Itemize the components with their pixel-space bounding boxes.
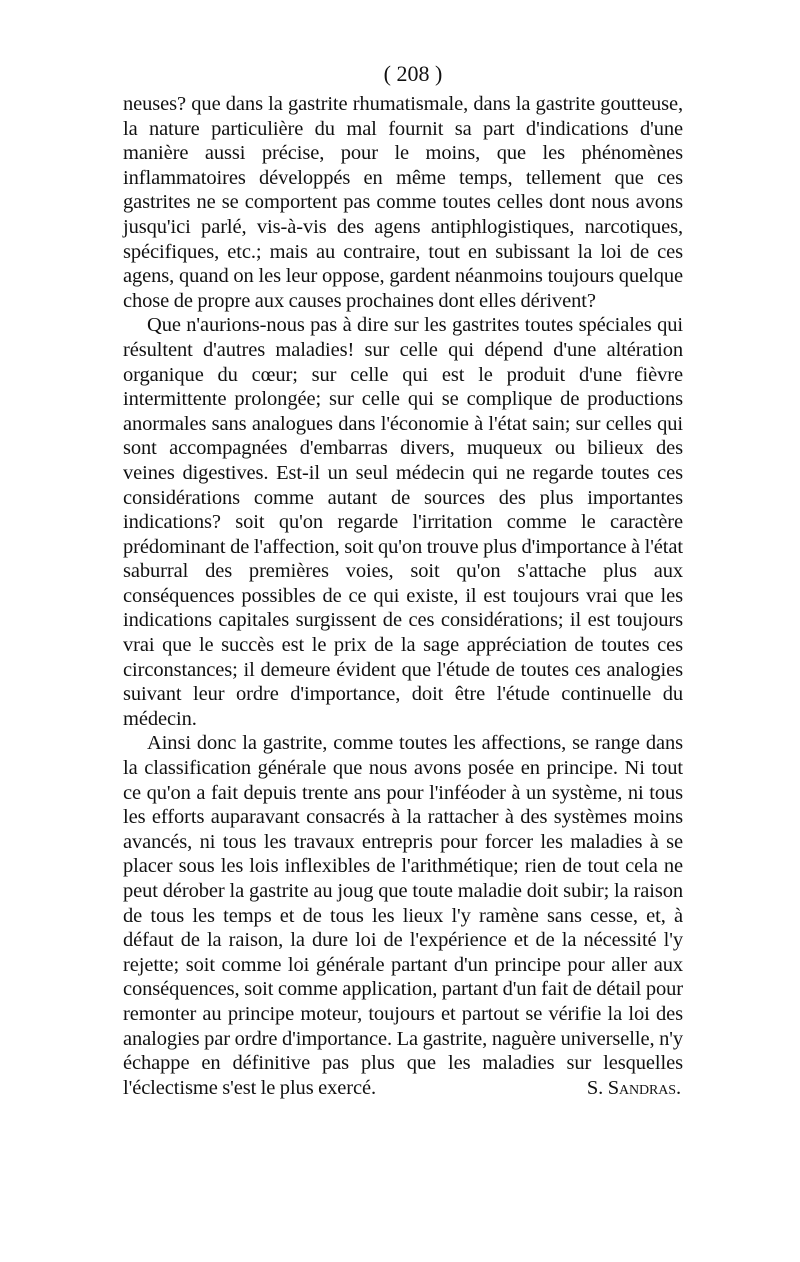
paragraph-3 (123, 731, 683, 1100)
author-signature: S. Sandras. (586, 1076, 681, 1099)
paragraph-3-text: Ainsi donc la gastrite, comme toutes les affections, se range dans la classification générale que nous avons posée en principe. Ni tout ce qu'on a fait depuis trente ans pour l'inféoder à un système, ni tous les efforts auparavant consacrés à la rattacher à des systèmes moins avancés, ni tous les travaux entrepris pour forcer les maladies à se placer sous les lois inflexibles de l'arithmétique; rien de tout cela ne peut dérober la gastrite au joug que toute maladie doit subir; la raison de tous les temps et de tous les lieux l'y ramène sans cesse, et, à défaut de la raison, la dure loi de l'expérience et de la nécessité l'y rejette; soit comme loi générale partant d'un principe pour aller aux conséquences, soit comme application, partant d'un fait de détail pour remonter au principe moteur, toujours et partout se vérifie la loi des analogies par ordre d'importance. La gastrite, naguère universelle, n'y échappe en définitive pas plus que les maladies sur lesquelles l'éclectisme s'est le plus exercé. (123, 732, 683, 1099)
paragraph-1: neuses? que dans la gastrite rhumatismale, dans la gastrite goutteuse, la nature particulière du mal fournit sa part d'indications d'une manière aussi précise, pour le moins, que les phénomènes inflammatoires développés en même temps, tellement que ces gastrites ne se comportent pas comme toutes celles dont nous avons jusqu'ici parlé, vis-à-vis des agens antiphlogistiques, narcotiques, spécifiques, etc.; mais au contraire, tout en subissant la loi de ces agens, quand on les leur oppose, gardent néanmoins toujours quelque chose de propre aux causes prochaines dont elles dérivent? (123, 93, 683, 312)
page-number: ( 208 ) (383, 61, 443, 86)
paragraph-2: Que n'aurions-nous pas à dire sur les gastrites toutes spéciales qui résultent d'autres maladies! sur celle qui dépend d'une altération organique du cœur; sur celle qui est le produit d'une fièvre intermittente prolongée; sur celle qui se complique de productions anormales sans analogues dans l'économie à l'état sain; sur celles qui sont accompagnées d'embarras divers, muqueux ou bilieux des veines digestives. Est-il un seul médecin qui ne regarde toutes ces considérations comme autant de sources des plus importantes indications? soit qu'on regarde l'irritation comme le caractère prédominant de l'affection, soit qu'on trouve plus d'importance à l'état saburral des premières voies, soit qu'on s'attache plus aux conséquences possibles de ce qui existe, il est toujours vrai que les indications capitales surgissent de ces considérations; il est toujours vrai que le succès est le prix de la sage appréciation de toutes ces circonstances; il demeure évident que l'étude de toutes ces analogies suivant leur ordre d'importance, doit être l'étude continuelle du médecin. (123, 314, 683, 730)
document-page (123, 60, 683, 1100)
